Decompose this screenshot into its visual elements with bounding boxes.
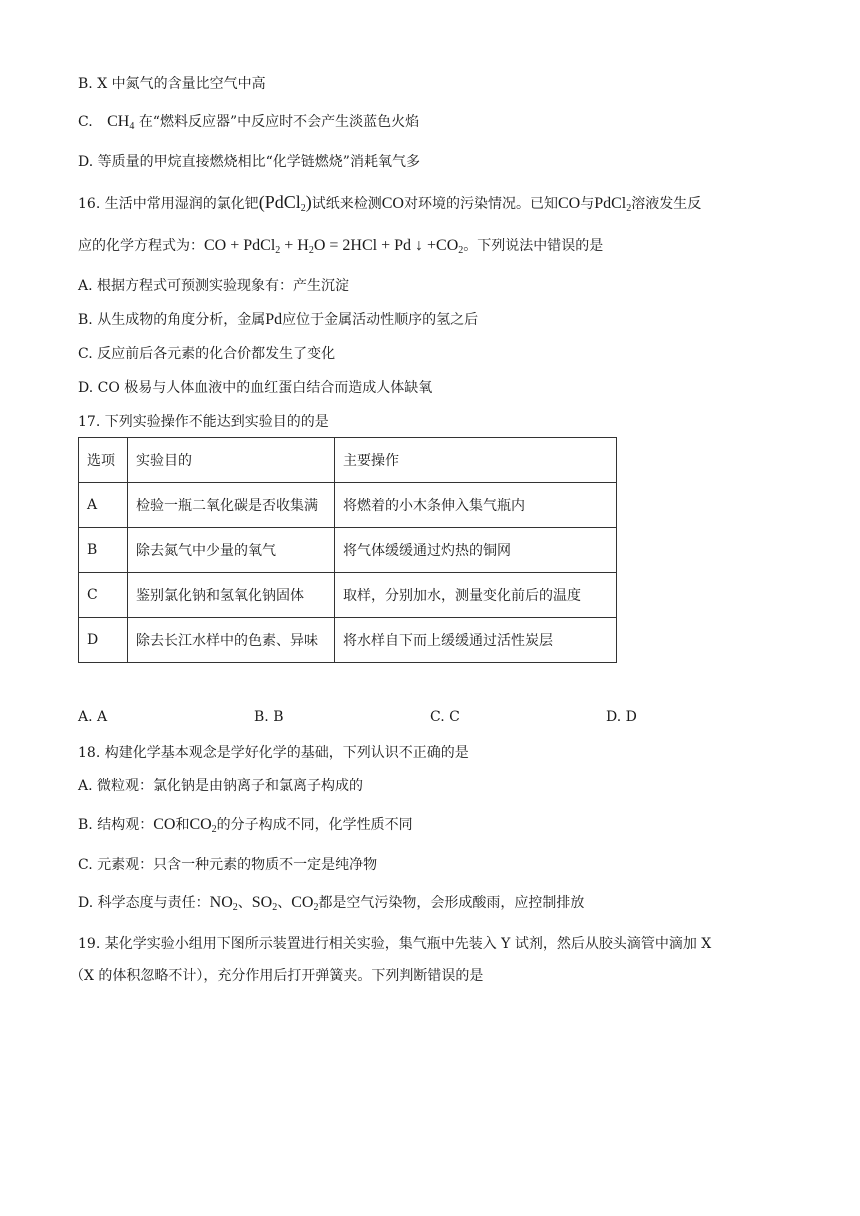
no2-formula: $NO_2$ bbox=[209, 894, 238, 913]
q18-option-a: A. 微粒观：氯化钠是由钠离子和氯离子构成的 bbox=[78, 778, 364, 794]
table-header-cell: 实验目的 bbox=[128, 438, 335, 483]
q16-stem-line1 bbox=[78, 192, 701, 214]
table-cell: C bbox=[79, 573, 128, 618]
q18-option-c: C. 元素观：只含一种元素的物质不一定是纯净物 bbox=[78, 857, 378, 873]
q18-option-d bbox=[78, 893, 584, 913]
option-letter: C. bbox=[78, 114, 93, 130]
option-text: 和 bbox=[175, 817, 190, 833]
table-header-cell: 主要操作 bbox=[335, 438, 617, 483]
table-header-row bbox=[79, 438, 617, 483]
table-cell: 除去长江水样中的色素、异味 bbox=[128, 618, 335, 663]
q18-option-b bbox=[78, 815, 413, 835]
co2-formula: $CO_2$ bbox=[291, 894, 319, 913]
table-header-cell: 选项 bbox=[79, 438, 128, 483]
co-formula: CO bbox=[381, 195, 404, 212]
stem-text: 应的化学方程式为： bbox=[78, 238, 204, 254]
table-row bbox=[79, 573, 617, 618]
pdcl2-formula: (PdCl$_2$) bbox=[258, 192, 312, 214]
q17-answer-d: D. D bbox=[606, 709, 637, 725]
table-cell: 除去氮气中少量的氧气 bbox=[128, 528, 335, 573]
q19-stem-line1: 19. 某化学实验小组用下图所示装置进行相关实验，集气瓶中先装入 Y 试剂，然后从胶头滴管中滴加 X bbox=[78, 936, 712, 952]
co-formula: CO bbox=[557, 195, 581, 212]
option-text: B. 结构观： bbox=[78, 817, 154, 833]
q16-option-d: D. CO 极易与人体血液中的血红蛋白结合而造成人体缺氧 bbox=[78, 380, 433, 396]
q19-stem-line2: （X 的体积忽略不计），充分作用后打开弹簧夹。下列判断错误的是 bbox=[70, 968, 484, 984]
stem-text: 与 bbox=[580, 196, 595, 212]
stem-text: 试纸来检测 bbox=[311, 196, 382, 212]
table-row bbox=[79, 528, 617, 573]
pd-formula: Pd bbox=[265, 311, 283, 328]
q18-stem: 18. 构建化学基本观念是学好化学的基础，下列认识不正确的是 bbox=[78, 745, 469, 761]
q16-stem-line2 bbox=[78, 236, 603, 256]
co-formula: CO bbox=[153, 816, 176, 833]
so2-formula: $SO_2$ bbox=[251, 894, 278, 913]
pdcl2-formula: PdCl$_2$ bbox=[594, 195, 632, 214]
q15-option-b: B. X 中氮气的含量比空气中高 bbox=[78, 76, 266, 92]
table-row bbox=[79, 483, 617, 528]
option-text: 的分子构成不同，化学性质不同 bbox=[216, 817, 413, 833]
table-cell: 将气体缓缓通过灼热的铜网 bbox=[335, 528, 617, 573]
q16-option-b bbox=[78, 310, 478, 330]
table-cell: 将燃着的小木条伸入集气瓶内 bbox=[335, 483, 617, 528]
co2-formula: $CO_2$ bbox=[189, 816, 217, 835]
stem-text: 溶液发生反 bbox=[631, 196, 702, 212]
q16-option-c: C. 反应前后各元素的化合价都发生了变化 bbox=[78, 346, 336, 362]
q17-answer-a: A. A bbox=[78, 709, 108, 725]
option-text: 应位于金属活动性顺序的氢之后 bbox=[282, 312, 479, 328]
option-text: 、 bbox=[277, 895, 292, 911]
table-cell: 鉴别氯化钠和氢氧化钠固体 bbox=[128, 573, 335, 618]
option-text: B. 从生成物的角度分析，金属 bbox=[78, 312, 266, 328]
table-cell: 检验一瓶二氧化碳是否收集满 bbox=[128, 483, 335, 528]
ch4-formula: $CH_4$ bbox=[107, 113, 135, 132]
option-text: 都是空气污染物，会形成酸雨，应控制排放 bbox=[318, 895, 585, 911]
reaction-equation: CO + PdCl$_2$ + $H_2O = 2HCl + Pd$ ↓ $+CO_2$ bbox=[204, 237, 464, 256]
q15-option-d: D. 等质量的甲烷直接燃烧相比“化学链燃烧”消耗氧气多 bbox=[78, 154, 420, 170]
q17-stem: 17. 下列实验操作不能达到实验目的的是 bbox=[78, 414, 329, 430]
option-text: 、 bbox=[237, 895, 252, 911]
table-cell: 取样，分别加水，测量变化前后的温度 bbox=[335, 573, 617, 618]
stem-text: 16. 生活中常用湿润的氯化钯 bbox=[78, 196, 259, 212]
table-row bbox=[79, 618, 617, 663]
table-cell: A bbox=[79, 483, 128, 528]
q15-option-c bbox=[78, 112, 419, 132]
table-cell: 将水样自下而上缓缓通过活性炭层 bbox=[335, 618, 617, 663]
q17-table bbox=[78, 437, 617, 663]
q17-answer-b: B. B bbox=[254, 709, 284, 725]
q17-answer-c: C. C bbox=[430, 709, 460, 725]
option-text: D. 科学态度与责任： bbox=[78, 895, 210, 911]
table-cell: B bbox=[79, 528, 128, 573]
q16-option-a: A. 根据方程式可预测实验现象有：产生沉淀 bbox=[78, 278, 350, 294]
stem-text: 对环境的污染情况。已知 bbox=[403, 196, 558, 212]
stem-text: 。下列说法中错误的是 bbox=[463, 238, 604, 254]
option-text: 在“燃料反应器”中反应时不会产生淡蓝色火焰 bbox=[138, 114, 420, 130]
table-cell: D bbox=[79, 618, 128, 663]
